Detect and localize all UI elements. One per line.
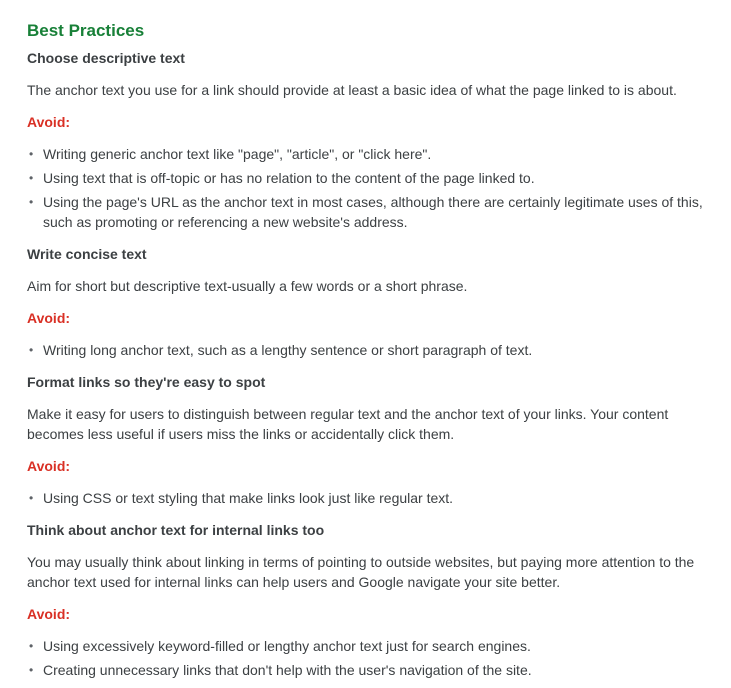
list-item-text: Using CSS or text styling that make links look just like regular text. xyxy=(43,490,454,506)
section-paragraph: Aim for short but descriptive text-usually a few words or a short phrase. xyxy=(27,278,468,294)
avoid-list xyxy=(27,488,717,508)
page-title: Best Practices xyxy=(27,21,145,40)
list-item xyxy=(27,488,717,508)
bullet-icon: • xyxy=(29,195,34,209)
list-item-text: Writing long anchor text, such as a lengthy sentence or short paragraph of text. xyxy=(43,342,533,358)
section-choose-descriptive-text xyxy=(27,48,717,232)
section-write-concise-text xyxy=(27,244,717,360)
avoid-list xyxy=(27,340,717,360)
list-item-text: Writing generic anchor text like "page", "article", or "click here". xyxy=(43,146,432,162)
list-item xyxy=(27,168,717,188)
avoid-label: Avoid: xyxy=(27,114,71,130)
avoid-label: Avoid: xyxy=(27,458,71,474)
bullet-icon: • xyxy=(29,639,34,653)
section-internal-links xyxy=(27,520,717,680)
list-item xyxy=(27,340,717,360)
section-paragraph: You may usually think about linking in terms of pointing to outside websites, but paying more attention to the anchor text used for internal links can help users and Google navigate your site better. xyxy=(27,554,695,590)
bullet-icon: • xyxy=(29,147,34,161)
section-paragraph: The anchor text you use for a link should provide at least a basic idea of what the page linked to is about. xyxy=(27,82,677,98)
bullet-icon: • xyxy=(29,343,34,357)
section-heading: Choose descriptive text xyxy=(27,50,185,66)
list-item xyxy=(27,660,717,680)
list-item-text: Using the page's URL as the anchor text in most cases, although there are certainly legitimate uses of this, such as promoting or referencing a new website's address. xyxy=(43,194,703,230)
avoid-label: Avoid: xyxy=(27,310,71,326)
list-item-text: Using excessively keyword-filled or lengthy anchor text just for search engines. xyxy=(43,638,531,654)
bullet-icon: • xyxy=(29,171,34,185)
avoid-label: Avoid: xyxy=(27,606,71,622)
section-paragraph: Make it easy for users to distinguish between regular text and the anchor text of your links. Your content becomes less useful if users miss the links or accidentally click them. xyxy=(27,406,669,442)
list-item xyxy=(27,636,717,656)
list-item xyxy=(27,192,717,232)
section-heading: Think about anchor text for internal links too xyxy=(27,522,325,538)
list-item xyxy=(27,144,717,164)
list-item-text: Creating unnecessary links that don't help with the user's navigation of the site. xyxy=(43,662,532,678)
section-heading: Format links so they're easy to spot xyxy=(27,374,266,390)
section-heading: Write concise text xyxy=(27,246,147,262)
bullet-icon: • xyxy=(29,663,34,677)
bullet-icon: • xyxy=(29,491,34,505)
section-format-links xyxy=(27,372,717,508)
avoid-list xyxy=(27,636,717,680)
list-item-text: Using text that is off-topic or has no relation to the content of the page linked to. xyxy=(43,170,535,186)
avoid-list xyxy=(27,144,717,232)
